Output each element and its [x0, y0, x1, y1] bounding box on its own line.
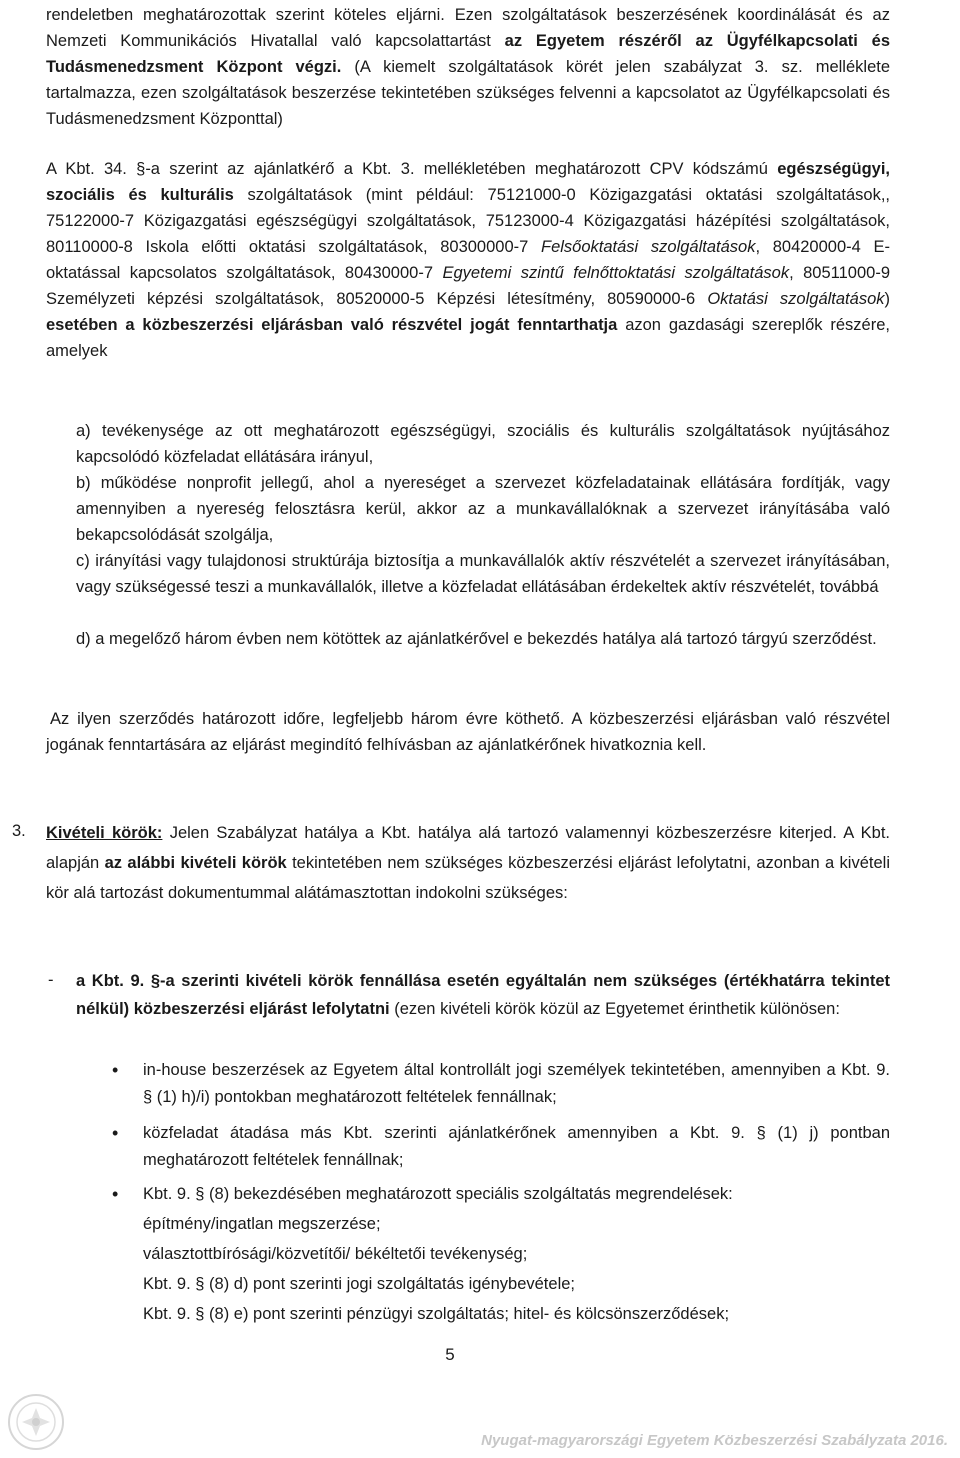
list-item-a: a) tevékenysége az ott meghatározott egészségügyi, szociális és kulturális szolgáltatások nyújtásához kapcsolódó közfeladat ellátására irányul, — [76, 422, 890, 466]
bullet-item-special-services: Kbt. 9. § (8) bekezdésében meghatározott speciális szolgáltatás megrendelések: — [143, 1185, 733, 1203]
dash-item-kbt-9: a Kbt. 9. §-a szerinti kivételi körök fennállása esetén egyáltalán nem szükséges (értékhatárra tekintet nélkül) közbeszerzési eljárást lefolytatni (ezen kivételi körök közül az Egyetemet érinthetik különösen: — [76, 972, 890, 1018]
section-title: Kivételi körök: — [46, 824, 163, 842]
section-number: 3. — [12, 822, 26, 840]
university-seal-icon — [6, 1392, 66, 1452]
list-item-b: b) működése nonprofit jellegű, ahol a nyereséget a szervezet közfeladatainak ellátására fordítják, vagy amennyiben a nyereség felosztásra kerül, akkor az a munkavállalóknak a szervezet irányításába való bekapcsolódását szolgálja, — [76, 474, 890, 544]
bullet-item-in-house: in-house beszerzések az Egyetem által kontrollált jogi személyek tekintetében, amennyiben a Kbt. 9. § (1) h)/i) pontokban meghatározott feltételek fennállnak; — [143, 1061, 890, 1106]
list-item-c: c) irányítási vagy tulajdonosi struktúrája biztosítja a munkavállalók aktív részvételét a szervezet irányításában, vagy szükségessé teszi a munkavállalók, illetve a közfeladat ellátásában érdekeltek aktív részvételét, továbbá — [76, 552, 890, 596]
paragraph-kbt-34: A Kbt. 34. §-a szerint az ajánlatkérő a Kbt. 3. mellékletében meghatározott CPV kódszámú egészségügyi, szociális és kulturális szolgáltatások (mint például: 75121000-0 Közigazgatási oktatási szolgáltatások,, 75122000-7 Közigazgatási egészségügyi szolgáltatások, 75123000-4 Közigazgatási házépítési szolgáltatások, 80110000-8 Iskola előtti oktatási szolgáltatások, 80300000-7 Felsőoktatási szolgáltatások, 80420000-4 E-oktatással kapcsolatos szolgáltatások, 80430000-7 Egyetemi szintű felnőttoktatási szolgáltatások, 80511000-9 Személyzeti képzési szolgáltatások, 80520000-5 Képzési létesítmény, 80590000-6 Oktatási szolgáltatások) esetében a közbeszerzési eljárásban való részvétel jogát fenntarthatja azon gazdasági szereplők részére, amelyek — [46, 160, 890, 360]
paragraph-contract-duration: Az ilyen szerződés határozott időre, legfeljebb három évre köthető. A közbeszerzési eljárásban való részvétel jogának fenntartására az eljárást megindító felhívásban az ajánlatkérőnek hivatkoznia kell. — [46, 710, 890, 754]
section-exceptions: Kivételi körök: Jelen Szabályzat hatálya a Kbt. hatálya alá tartozó valamennyi közbeszerzésre kiterjed. A Kbt. alapján az alábbi kivételi körök tekintetében nem szükséges közbeszerzési eljárást lefolytatni, azonban a kivételi kör alá tartozást dokumentummal alátámasztottan indokolni szükséges: — [46, 824, 890, 902]
sub-line: építmény/ingatlan megszerzése; — [143, 1215, 381, 1233]
dash-marker: - — [48, 971, 54, 989]
paragraph-intro: rendeletben meghatározottak szerint köteles eljárni. Ezen szolgáltatások beszerzésének koordinálását és az Nemzeti Kommunikációs Hivatallal való kapcsolattartást az Egyetem részéről az Ügyfélkapcsolati és Tudásmenedzsment Központ végzi. (A kiemelt szolgáltatások körét jelen szabályzat 3. sz. melléklete tartalmazza, ezen szolgáltatások beszerzése tekintetében szükséges felvenni a kapcsolatot az Ügyfélkapcsolati és Tudásmenedzsment Központtal) — [46, 6, 891, 128]
list-item-d: d) a megelőző három évben nem kötöttek az ajánlatkérővel e bekezdés hatálya alá tartozó tárgyú szerződést. — [76, 630, 877, 648]
bullet-item-public-task: közfeladat átadása más Kbt. szerinti ajánlatkérőnek amennyiben a Kbt. 9. § (1) j) pontban meghatározott feltételek fennállnak; — [143, 1124, 890, 1169]
sub-line: Kbt. 9. § (8) e) pont szerinti pénzügyi szolgáltatás; hitel- és kölcsönszerződések; — [143, 1305, 730, 1323]
bullet-marker: • — [112, 1123, 119, 1143]
footer-text: Nyugat-magyarországi Egyetem Közbeszerzési Szabályzata 2016. — [481, 1432, 948, 1449]
page-number: 5 — [445, 1345, 455, 1364]
sub-line: választottbírósági/közvetítői/ békéltetői tevékenység; — [143, 1245, 528, 1263]
bullet-marker: • — [112, 1060, 119, 1080]
bullet-marker: • — [112, 1184, 119, 1204]
sub-line: Kbt. 9. § (8) d) pont szerinti jogi szolgáltatás igénybevétele; — [143, 1275, 575, 1293]
